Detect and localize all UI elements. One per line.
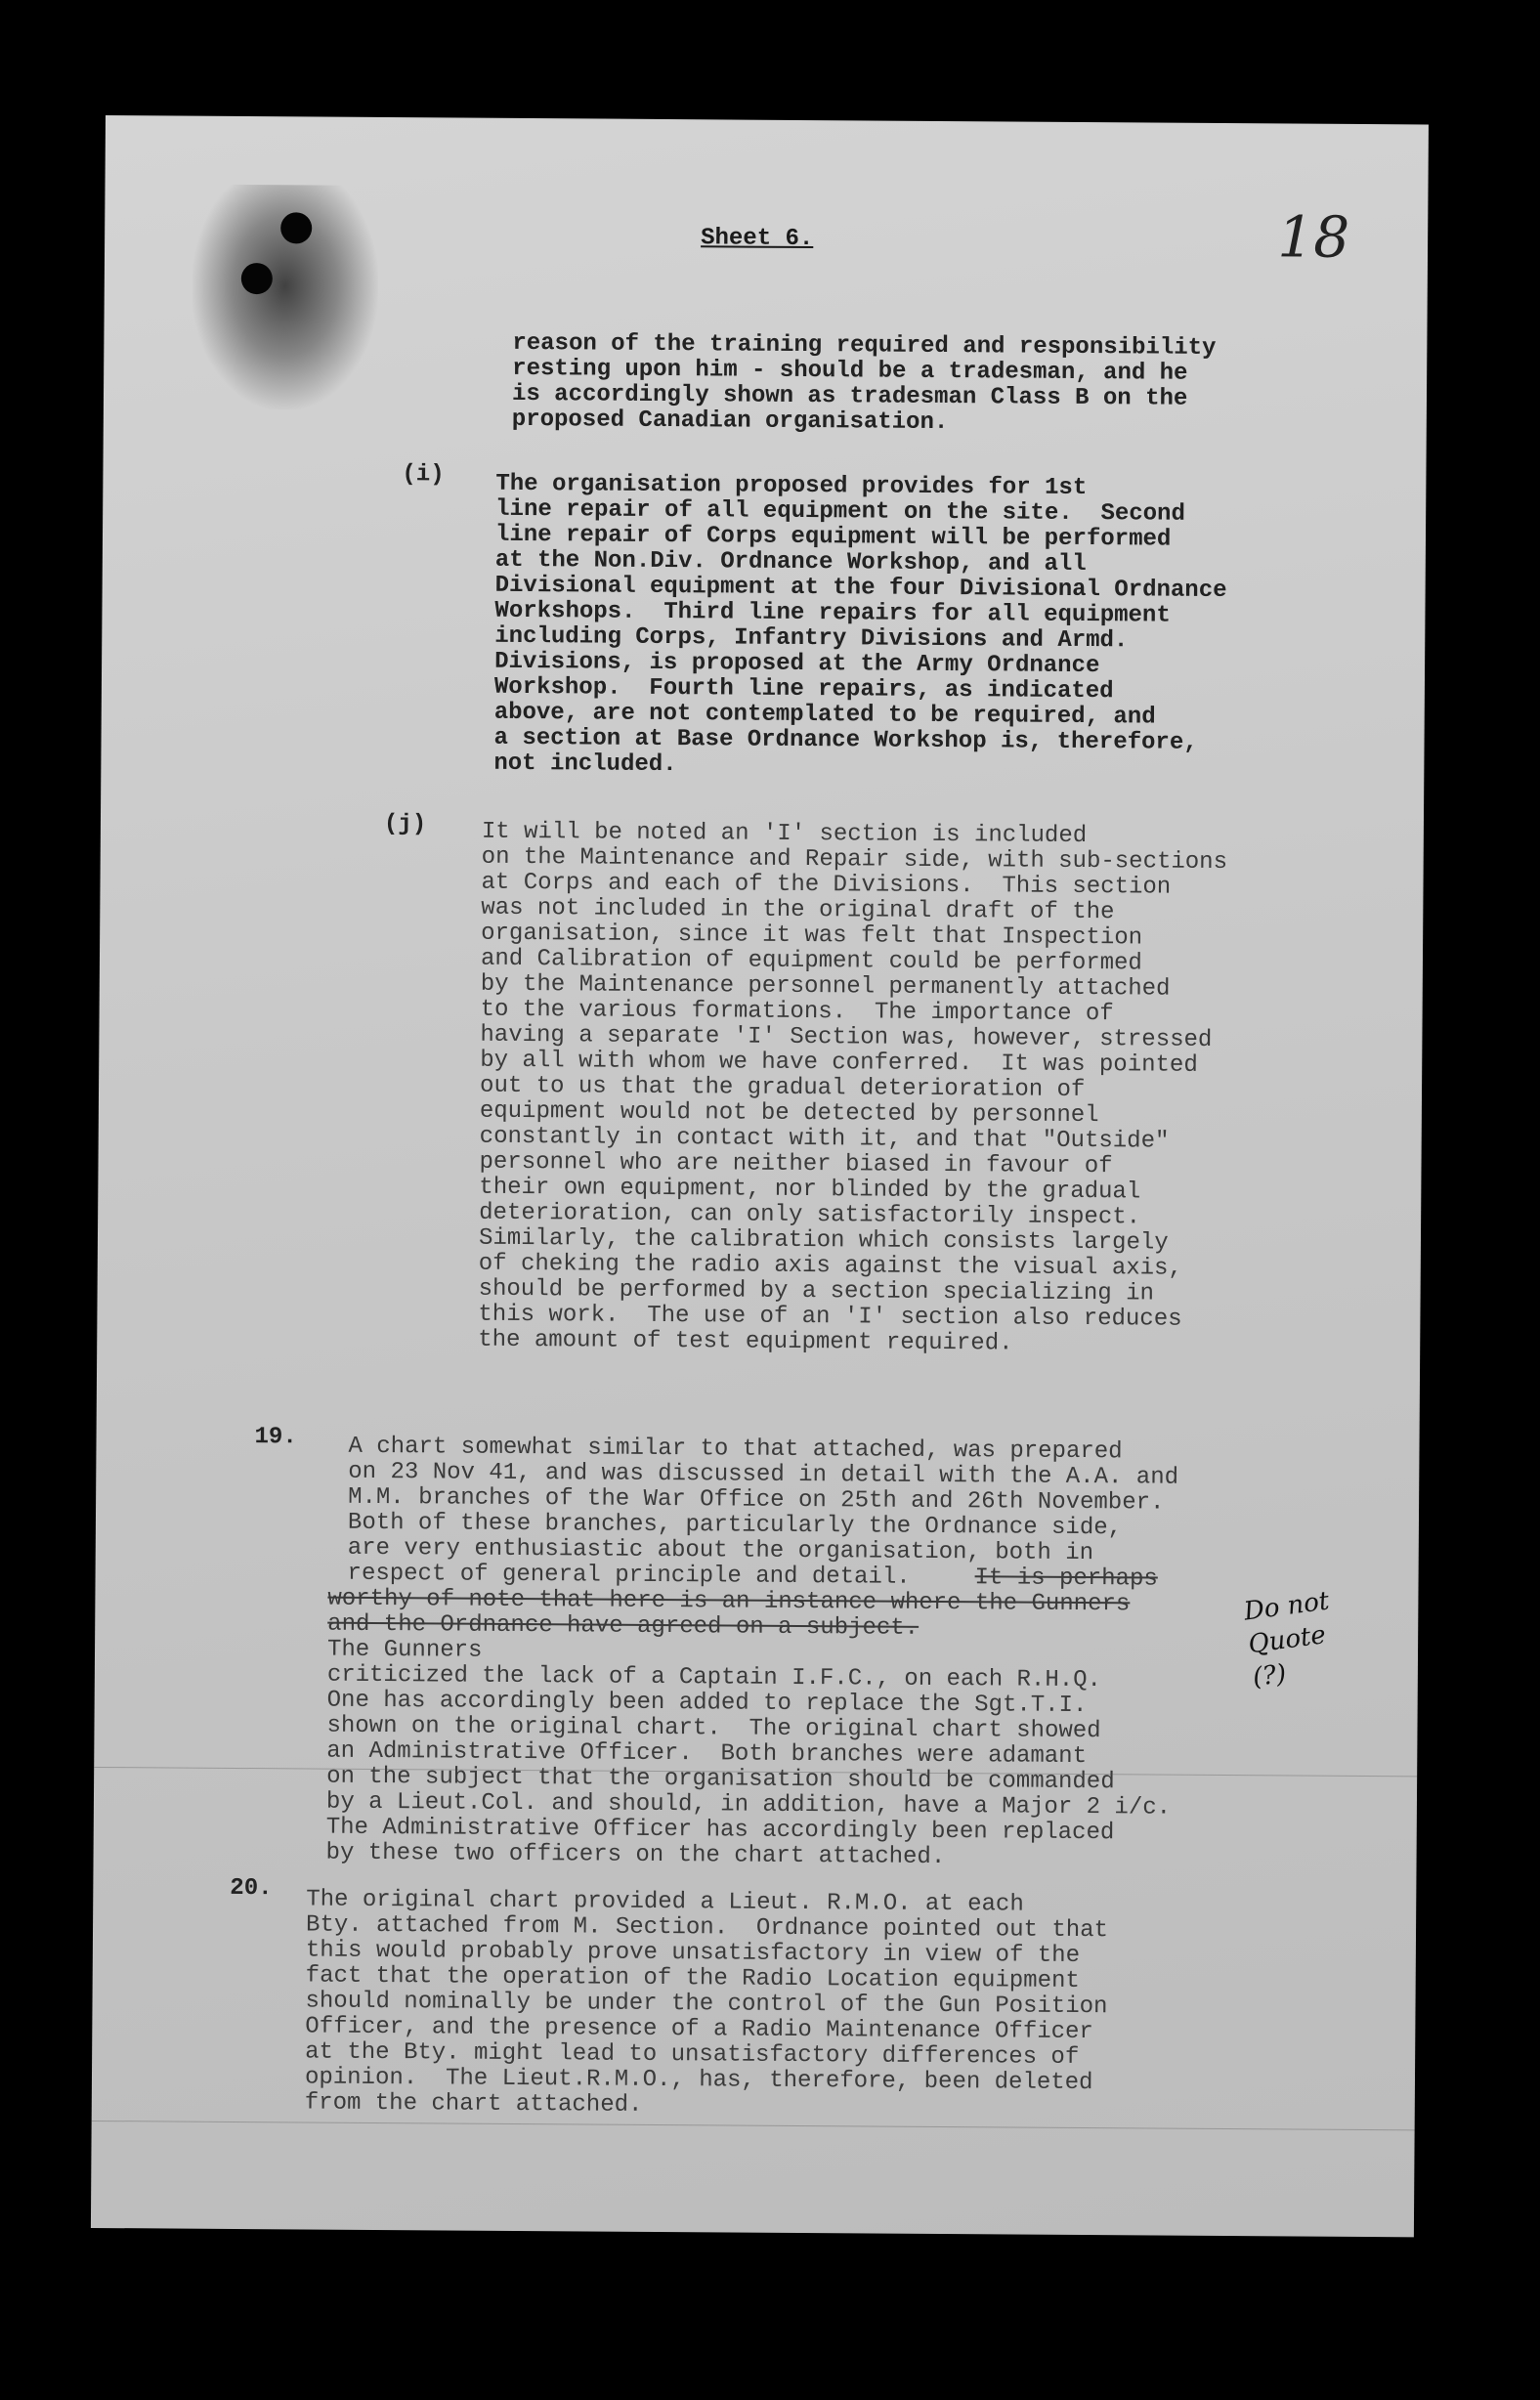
sheet-title: Sheet 6. (701, 225, 814, 253)
para-19-struck-3: and the Ordnance have agreed on a subject. (327, 1610, 920, 1642)
handwritten-margin-note: Do not Quote (?) (1242, 1586, 1332, 1693)
punch-hole (241, 263, 273, 294)
document-page (91, 115, 1429, 2237)
para-19-struck-1: It is perhaps (974, 1564, 1158, 1593)
section-j-label: (j) (383, 811, 427, 838)
opening-paragraph: reason of the training required and responsibility resting upon him - should be a tradesman, and he is accordingly shown as tradesman Class B on the proposed Canadian organisation. (511, 329, 1217, 437)
folio-number: 18 (1277, 203, 1350, 271)
para-20-text: The original chart provided a Lieut. R.M.O. at each Bty. attached from M. Section. Ordnance pointed out that this would probably prove unsatisfactory in view of the fact that the operation of the Radio Location equipment should nominally be under the control of the Gun Position Officer, and the presence of a Radio Maintenance Officer at the Bty. might lead to unsatisfactory differences of opinion. The Lieut.R.M.O., has, therefore, been deleted from the chart attached. (304, 1886, 1109, 2119)
para-19-label: 19. (254, 1424, 297, 1451)
scan-line (92, 2121, 1415, 2130)
para-19-text-before: A chart somewhat similar to that attached, was prepared on 23 Nov 41, and was discussed in detail with the A.A. and M.M. branches of the War Office on 25th and 26th November. Both of these branches, particularly the Ordnance side, are very enthusiastic about the organisation, both in respect of general principle and detail. (347, 1433, 1179, 1591)
para-19-struck-2: worthy of note that here is an instance where the Gunners (327, 1585, 1131, 1618)
para-19-text-after: The Gunners criticized the lack of a Captain I.F.C., on each R.H.Q. One has accordingly been added to replace the Sgt.T.I. shown on the original chart. The original chart showed an Administrative Officer. Both branches were adamant on the subject that the organisation should be commanded by a Lieut.Col. and should, in addition, have a Major 2 i/c. The Administrative Officer has accordingly been replaced by these two officers on the chart attached. (325, 1636, 1172, 1871)
section-i-text: The organisation proposed provides for 1st line repair of all equipment on the site. Second line repair of Corps equipment will be performed at the Non.Div. Ordnance Workshop, and all Divisional equipment at the four Divisional Ordnance Workshops. Third line repairs for all equipment including Corps, Infantry Divisions and Armd. Divisions, is proposed at the Army Ordnance Workshop. Fourth line repairs, as indicated above, are not contemplated to be required, and a section at Base Ordnance Workshop is, therefore, not included. (493, 470, 1227, 779)
punch-hole (280, 212, 312, 243)
para-20-label: 20. (230, 1874, 273, 1903)
section-i-label: (i) (402, 461, 445, 489)
section-j-text: It will be noted an 'I' section is included on the Maintenance and Repair side, with sub-sections at Corps and each of the Divisions. This section was not included in the original draft of the organisation, since it was felt that Inspection and Calibration of equipment could be performed by the Maintenance personnel permanently attached to the various formations. The importance of having a separate 'I' Section was, however, stressed by all with whom we have conferred. It was pointed out to us that the gradual deterioration of equipment would not be detected by personnel constantly in contact with it, and that "Outside" personnel who are neither biased in favour of their own equipment, nor blinded by the gradual deterioration, can only satisfactorily inspect. Similarly, the calibration which consists largely of cheking the radio axis against the visual axis, should be performed by a section specializing in this work. The use of an 'I' section also reduces the amount of test equipment required. (478, 818, 1228, 1357)
